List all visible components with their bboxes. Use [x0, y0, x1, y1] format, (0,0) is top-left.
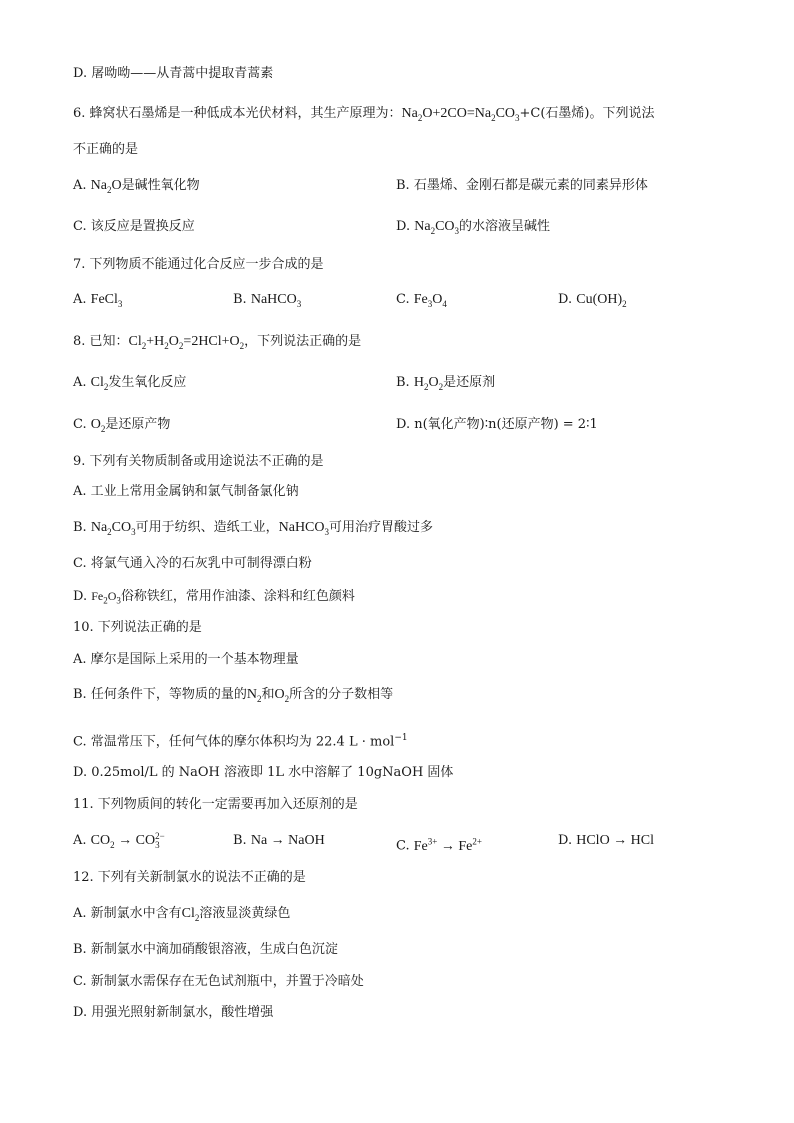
q9-option-d: D. $Fe_2O_3$俗称铁红，常用作油漆、涂料和红色颜料 — [73, 589, 355, 606]
q8-equation: $Cl_2+H_2O_2=2HCl+O_2$ — [128, 334, 245, 351]
q10-option-b: B. 任何条件下，等物质的量的$N_2$和$O_2$所含的分子数相等 — [73, 687, 394, 704]
q9-stem: 9. 下列有关物质制备或用途说法不正确的是 — [73, 454, 324, 469]
q7-stem: 7. 下列物质不能通过化合反应一步合成的是 — [73, 257, 324, 272]
q8-option-b: B. $H_2O_2$是还原剂 — [396, 375, 496, 392]
q8-option-c: C. $O_2$是还原产物 — [73, 417, 171, 434]
q6-stem-cont: 不正确的是 — [73, 142, 139, 157]
q8-stem: 8. 已知：$Cl_2+H_2O_2=2HCl+O_2$，下列说法正确的是 — [73, 334, 362, 351]
q7-option-b: B. NaHCO$_3$ — [233, 292, 302, 309]
q11-stem: 11. 下列物质间的转化一定需要再加入还原剂的是 — [73, 797, 358, 812]
q7-option-c: C. $Fe_3O_4$ — [396, 292, 447, 309]
q8-option-d: D. n(氧化产物)∶n(还原产物) = 2∶1 — [396, 417, 598, 432]
q11-option-a: A. $CO_2$ → CO 2− 3 — [73, 830, 165, 850]
q10-option-c: C. 常温常压下，任何气体的摩尔体积均为 22.4 L · mol$^{-1}$ — [73, 733, 408, 750]
q7-option-d: D. $Cu(OH)_2$ — [558, 292, 627, 309]
q12-option-d: D. 用强光照射新制氯水，酸性增强 — [73, 1005, 274, 1020]
q10-stem: 10. 下列说法正确的是 — [73, 620, 202, 635]
q8-option-a: A. $Cl_2$发生氧化反应 — [73, 375, 187, 392]
q12-stem: 12. 下列有关新制氯水的说法不正确的是 — [73, 870, 306, 885]
q9-option-b: B. $Na_2CO_3$可用于纺织、造纸工业，NaHCO$_3$可用治疗胃酸过多 — [73, 520, 434, 537]
q6-stem: 6. 蜂窝状石墨烯是一种低成本光伏材料，其生产原理为：$Na_2O+2CO=Na_2CO_3+C$(石墨烯)。下列说法 — [73, 106, 655, 123]
q11-option-d: D. HClO → HCl — [558, 833, 655, 848]
q11-option-b: B. Na → NaOH — [233, 833, 325, 848]
q10-option-a: A. 摩尔是国际上采用的一个基本物理量 — [73, 652, 299, 667]
q12-option-c: C. 新制氯水需保存在无色试剂瓶中，并置于冷暗处 — [73, 974, 364, 989]
q6-option-c: C. 该反应是置换反应 — [73, 219, 195, 234]
q9-option-c: C. 将氯气通入冷的石灰乳中可制得漂白粉 — [73, 556, 312, 571]
q12-option-b: B. 新制氯水中滴加硝酸银溶液，生成白色沉淀 — [73, 942, 338, 957]
q6-equation: $Na_2O+2CO=Na_2CO_3$ — [401, 106, 520, 123]
q7-option-a: A. FeCl$_3$ — [73, 292, 123, 309]
q6-option-a: A. $Na_2O$是碱性氧化物 — [73, 178, 200, 195]
option-d-prev: D. 屠呦呦——从青蒿中提取青蒿素 — [73, 66, 274, 81]
q6-option-d: D. $Na_2CO_3$的水溶液呈碱性 — [396, 219, 551, 236]
q11-option-c: C. $Fe^{3+} \to Fe^{2+}$ — [396, 836, 482, 854]
q10-option-d: D. 0.25mol/L 的 NaOH 溶液即 1L 水中溶解了 10gNaOH 固体 — [73, 765, 454, 780]
q12-option-a: A. 新制氯水中含有$Cl_2$溶液显淡黄绿色 — [73, 906, 291, 923]
q9-option-a: A. 工业上常用金属钠和氯气制备氯化钠 — [73, 484, 299, 499]
q6-option-b: B. 石墨烯、金刚石都是碳元素的同素异形体 — [396, 178, 648, 193]
